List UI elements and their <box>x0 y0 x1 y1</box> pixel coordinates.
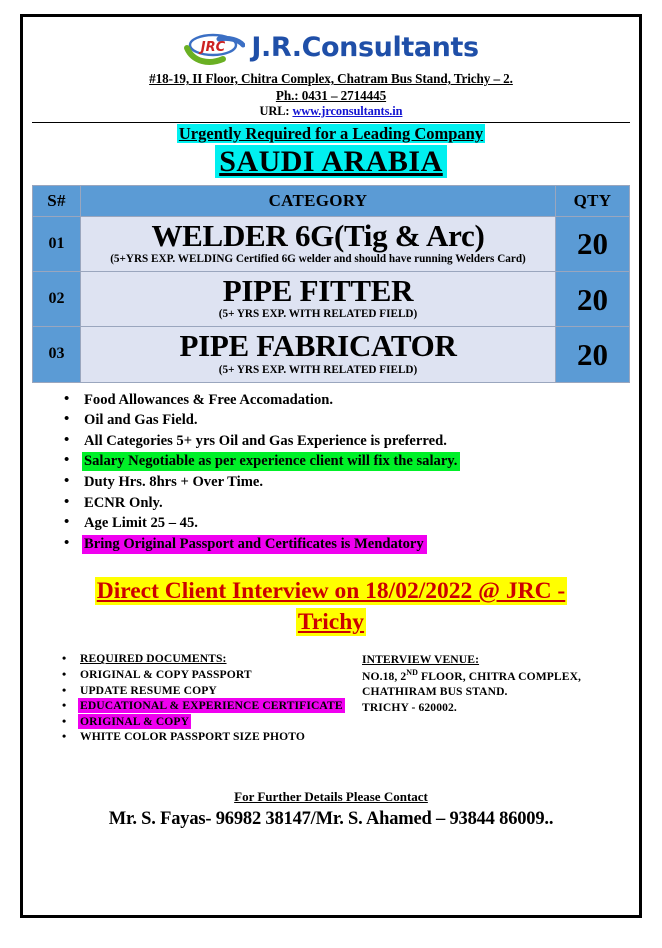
job-subtitle: (5+ YRS EXP. WITH RELATED FIELD) <box>218 308 418 321</box>
job-title: WELDER 6G(Tig & Arc) <box>151 217 485 253</box>
urgent-headline <box>32 124 630 144</box>
jrc-logo-icon <box>183 29 245 69</box>
table-header-row <box>33 185 630 216</box>
documents-column <box>32 651 362 745</box>
country-headline-text: SAUDI ARABIA <box>215 145 447 178</box>
job-subtitle: (5+ YRS EXP. WITH RELATED FIELD) <box>218 363 418 376</box>
url-label: URL: <box>259 104 290 119</box>
row-qty: 20 <box>556 272 630 327</box>
row-qty: 20 <box>556 216 630 271</box>
header-sn: S# <box>33 185 81 216</box>
document-text: UPDATE RESUME COPY <box>80 683 217 697</box>
header-qty: QTY <box>556 185 630 216</box>
interview-line-2: Trichy <box>297 609 365 636</box>
table-row <box>33 327 630 382</box>
list-item <box>62 513 630 534</box>
job-subtitle: (5+YRS EXP. WELDING Certified 6G welder and should have running Welders Card) <box>110 253 526 266</box>
benefit-text: Duty Hrs. 8hrs + Over Time. <box>84 473 263 490</box>
details-columns <box>32 651 630 745</box>
row-category <box>81 327 556 382</box>
interview-line-1: Direct Client Interview on 18/02/2022 @ JRC - <box>96 578 566 605</box>
document-text: ORIGINAL & COPY <box>80 714 190 728</box>
footer-contact-block <box>32 789 630 830</box>
venue-address-line-3: TRICHY - 620002. <box>362 701 457 715</box>
svg-text:JRC: JRC <box>201 40 226 55</box>
row-category <box>81 272 556 327</box>
job-title: PIPE FITTER <box>222 273 414 309</box>
list-item <box>62 390 630 411</box>
benefit-text: Bring Original Passport and Certificates is Mendatory <box>82 535 427 554</box>
list-item <box>62 451 630 472</box>
header-category: CATEGORY <box>81 185 556 216</box>
row-sn: 02 <box>33 272 81 327</box>
document-text: ORIGINAL & COPY PASSPORT <box>80 667 252 681</box>
list-item <box>60 729 362 745</box>
venue-ordinal-suffix: ND <box>406 667 419 677</box>
company-name: J.R.Consultants <box>251 32 479 63</box>
document-text: WHITE COLOR PASSPORT SIZE PHOTO <box>80 730 305 744</box>
company-header <box>32 27 630 71</box>
list-item <box>60 667 362 683</box>
footer-contacts: Mr. S. Fayas- 96982 38147/Mr. S. Ahamed – 93844 86009.. <box>108 808 554 829</box>
benefit-text: Oil and Gas Field. <box>84 412 198 429</box>
row-sn: 03 <box>33 327 81 382</box>
benefits-list <box>32 390 630 555</box>
url-line <box>32 104 630 120</box>
venue-heading: INTERVIEW VENUE: <box>362 653 480 667</box>
list-item <box>60 698 362 714</box>
list-item <box>60 651 362 667</box>
list-item <box>62 493 630 514</box>
venue-address-line-1 <box>362 668 630 685</box>
venue-line1-b: FLOOR, CHITRA COMPLEX, <box>418 669 582 683</box>
venue-address-line-2: CHATHIRAM BUS STAND. <box>362 685 508 699</box>
website-link[interactable]: www.jrconsultants.in <box>292 104 403 119</box>
venue-line1-a: NO.18, 2 <box>362 669 407 683</box>
benefit-text: ECNR Only. <box>84 494 163 511</box>
footer-heading: For Further Details Please Contact <box>234 788 428 804</box>
table-row <box>33 216 630 271</box>
country-headline <box>32 145 630 179</box>
row-sn: 01 <box>33 216 81 271</box>
company-address-block <box>32 71 630 120</box>
row-qty: 20 <box>556 327 630 382</box>
list-item <box>62 410 630 431</box>
job-title: PIPE FABRICATOR <box>179 328 457 364</box>
urgent-headline-text: Urgently Required for a Leading Company <box>178 123 484 143</box>
table-row <box>33 272 630 327</box>
benefit-text: Salary Negotiable as per experience client will fix the salary. <box>82 452 460 471</box>
address-line: #18-19, II Floor, Chitra Complex, Chatram Bus Stand, Trichy – 2. <box>149 71 513 86</box>
list-item <box>62 534 630 555</box>
phone-line: Ph.: 0431 – 2714445 <box>275 87 387 103</box>
list-item <box>60 714 362 730</box>
job-table <box>32 185 630 383</box>
flyer-page <box>20 14 642 918</box>
required-documents-list <box>32 651 362 745</box>
benefit-text: Food Allowances & Free Accomadation. <box>84 391 334 408</box>
list-item <box>62 472 630 493</box>
document-text: EDUCATIONAL & EXPERIENCE CERTIFICATE <box>80 699 343 713</box>
header-divider <box>32 122 630 123</box>
benefit-text: All Categories 5+ yrs Oil and Gas Experience is preferred. <box>84 432 447 449</box>
benefit-text: Age Limit 25 – 45. <box>84 515 198 532</box>
list-item <box>62 431 630 452</box>
row-category <box>81 216 556 271</box>
document-text: REQUIRED DOCUMENTS: <box>80 652 227 666</box>
list-item <box>60 683 362 699</box>
venue-column <box>362 651 630 745</box>
interview-banner <box>38 576 624 638</box>
